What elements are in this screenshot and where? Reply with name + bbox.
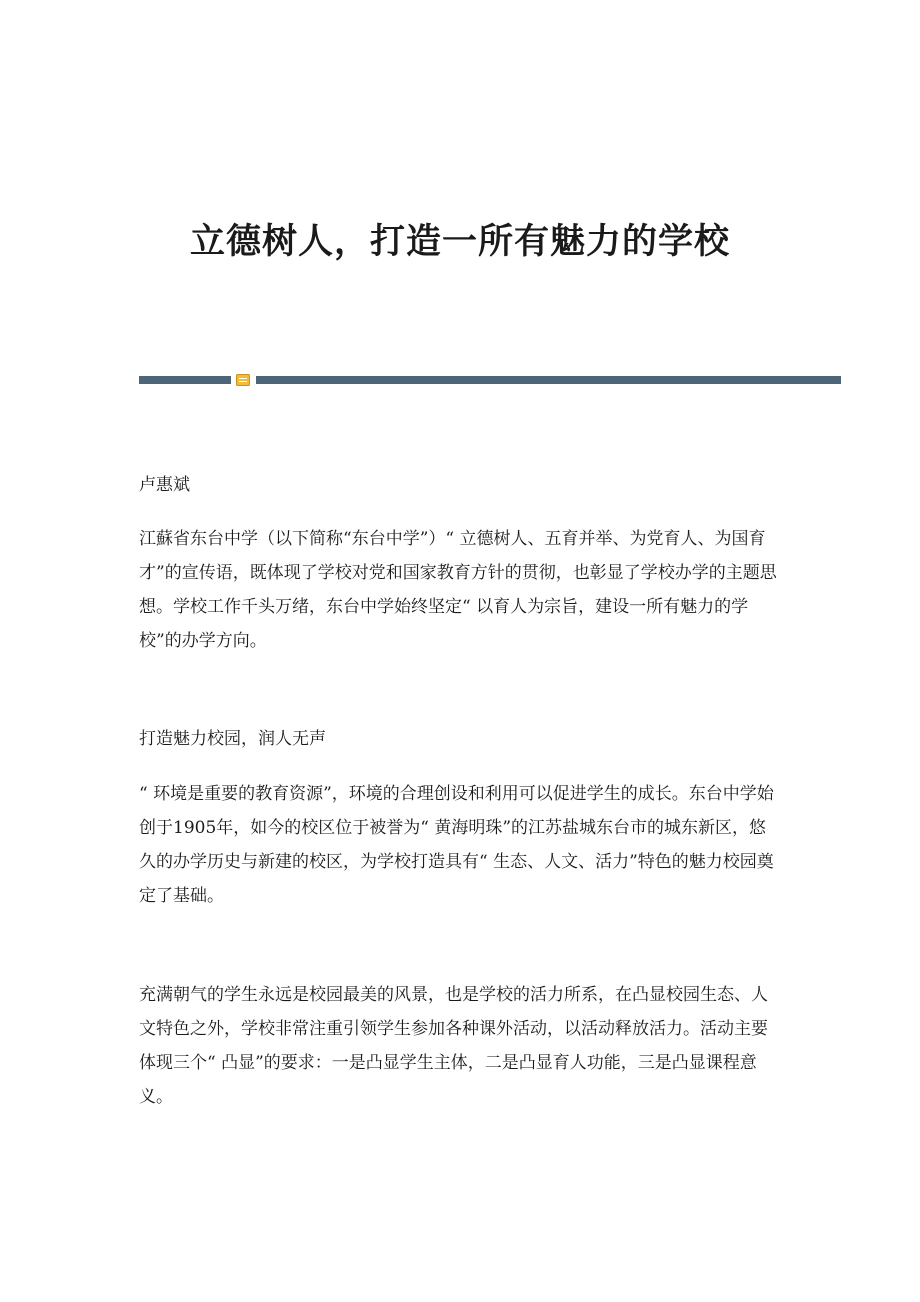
paragraph-intro: 江蘇省东台中学（以下简称“东台中学”）“ 立德树人、五育并举、为党育人、为国育才”的宣传语，既体现了学校对党和国家教育方针的贯彻，也彰显了学校办学的主题思想。学校工作千头万绪，东台中学始终坚定“ 以育人为宗旨，建设一所有魅力的学校”的办学方向。 xyxy=(139,529,777,651)
author-name: 卢惠斌 xyxy=(139,475,190,495)
paragraph-activities: 充满朝气的学生永远是校园最美的风景，也是学校的活力所系，在凸显校园生态、人文特色之外，学校非常注重引领学生参加各种课外活动，以活动释放活力。活动主要体现三个“ 凸显”的要求：一是凸显学生主体，二是凸显育人功能，三是凸显课程意义。 xyxy=(139,985,768,1107)
section-heading: 打造魅力校园，润人无声 xyxy=(139,729,326,749)
page-title: 立德树人，打造一所有魅力的学校 xyxy=(189,221,730,262)
paragraph-environment: “ 环境是重要的教育资源”，环境的合理创设和利用可以促进学生的成长。东台中学始创于1905年，如今的校区位于被誉为“ 黄海明珠”的江苏盐城东台市的城东新区，悠久的办学历史与新建的校区，为学校打造具有“ 生态、人文、活力”特色的魅力校园奠定了基础。 xyxy=(139,784,774,906)
divider-ornament-icon xyxy=(236,374,250,386)
title-divider xyxy=(139,374,841,386)
divider-bar-left xyxy=(139,376,231,384)
divider-bar-right xyxy=(256,376,841,384)
